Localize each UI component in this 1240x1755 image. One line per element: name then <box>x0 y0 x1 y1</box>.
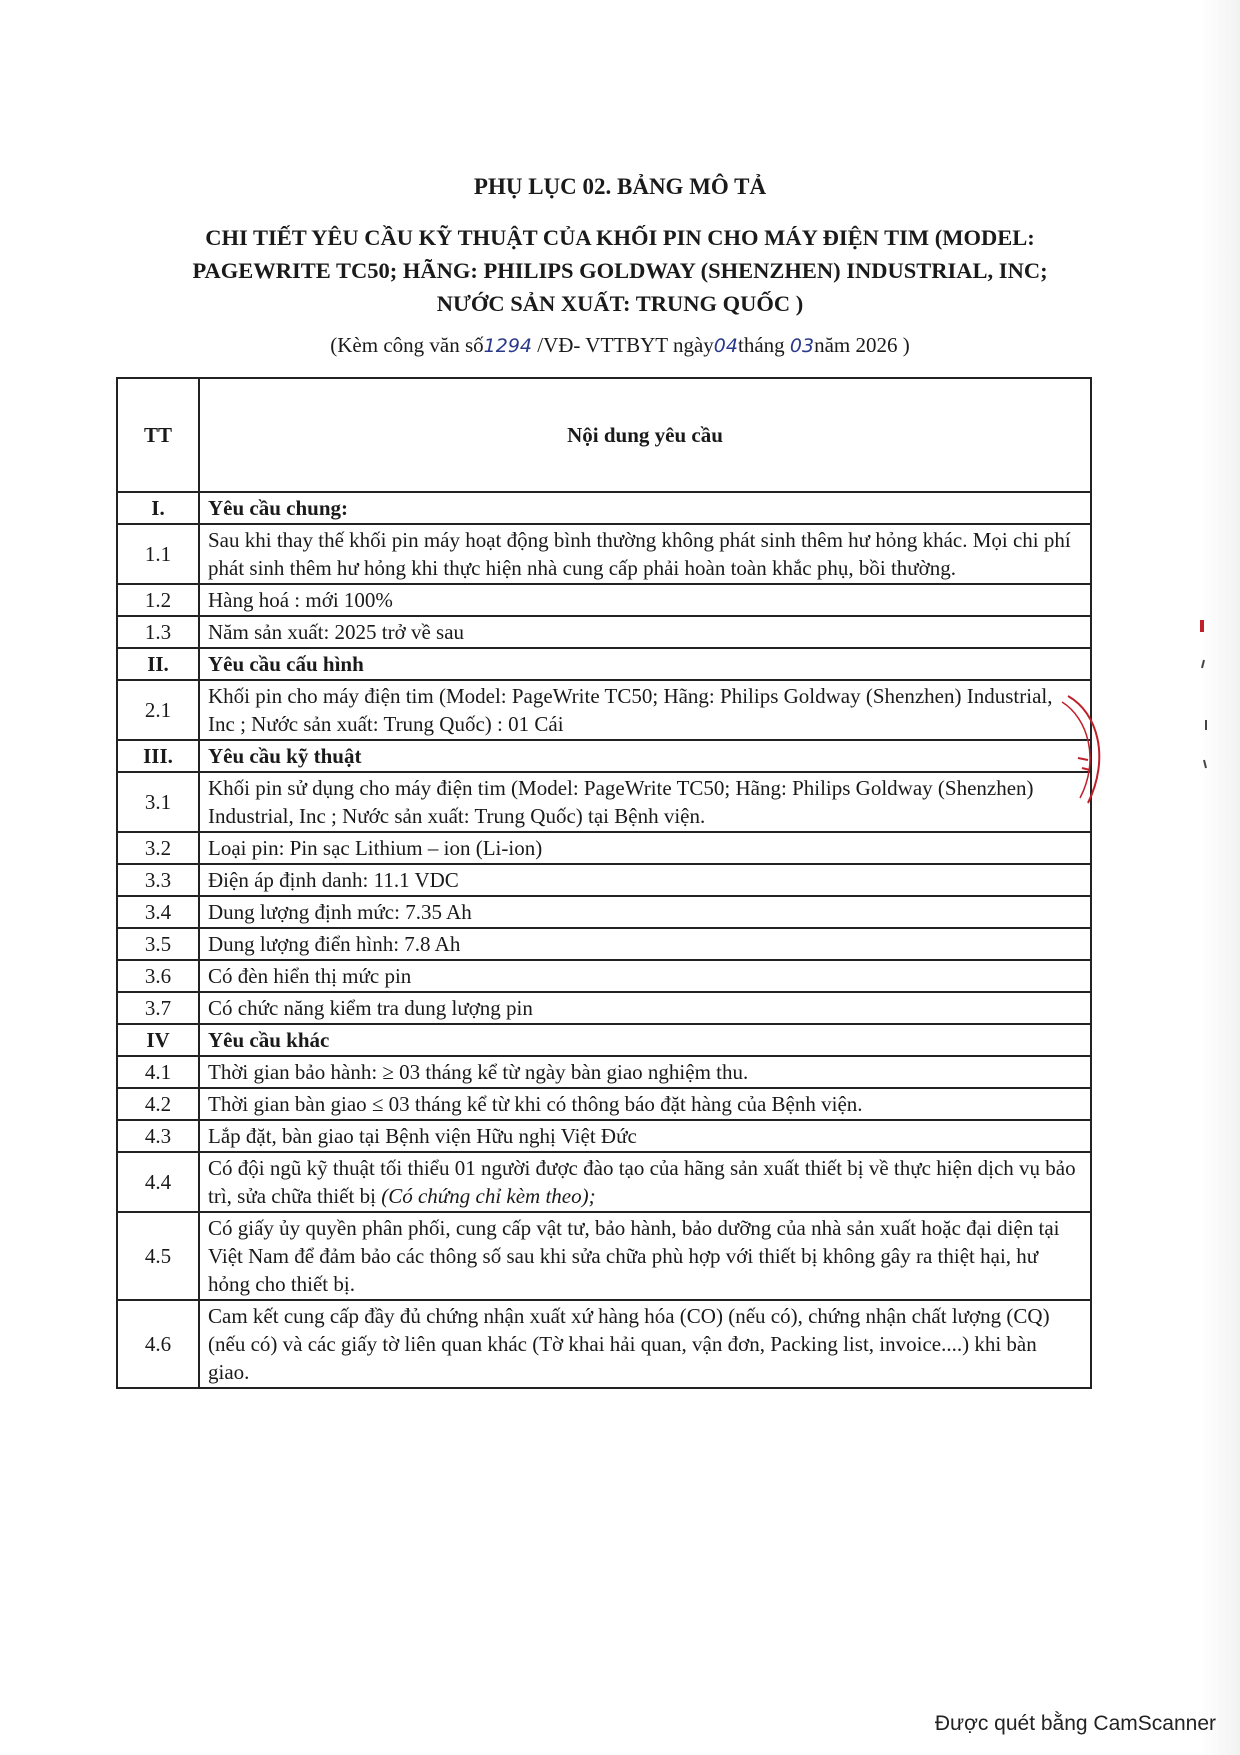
page-edge-shadow <box>1200 0 1240 1755</box>
table-row <box>117 864 1091 896</box>
table-row <box>117 1300 1091 1388</box>
section-title <box>199 648 1091 680</box>
content-text: Khối pin sử dụng cho máy điện tim (Model: PageWrite TC50; Hãng: Philips Goldway (Shenzhen) Industrial, Inc ; Nước sản xuất: Trung Quốc) tại Bệnh viện. <box>208 776 1034 828</box>
content-text: Có giấy ủy quyền phân phối, cung cấp vật tư, bảo hành, bảo dưỡng của nhà sản xuất hoặc đại diện tại Việt Nam để đảm bảo các thông số sau khi sửa chữa phù hợp với thiết bị không gây ra thiệt hại, hư hỏng cho thiết bị. <box>208 1216 1060 1296</box>
row-number: 3.4 <box>117 896 199 928</box>
row-number: 4.5 <box>117 1212 199 1300</box>
row-number: 1.2 <box>117 584 199 616</box>
header-content: Nội dung yêu cầu <box>199 378 1091 492</box>
table-row <box>117 832 1091 864</box>
section-title <box>199 1024 1091 1056</box>
reference-text-4: năm 2026 ) <box>814 333 910 357</box>
row-content <box>199 616 1091 648</box>
document-title: PHỤ LỤC 02. BẢNG MÔ TẢ <box>473 174 767 199</box>
row-content <box>199 524 1091 584</box>
content-text: Yêu cầu chung: <box>208 496 349 520</box>
content-text: Thời gian bàn giao ≤ 03 tháng kể từ khi có thông báo đặt hàng của Bệnh viện. <box>208 1092 863 1116</box>
content-text: Loại pin: Pin sạc Lithium – ion (Li-ion) <box>208 836 543 860</box>
row-content <box>199 1152 1091 1212</box>
row-content <box>199 680 1091 740</box>
subtitle-line-3: NƯỚC SẢN XUẤT: TRUNG QUỐC ) <box>436 291 804 316</box>
content-text: Có chức năng kiểm tra dung lượng pin <box>208 996 533 1020</box>
row-content <box>199 1300 1091 1388</box>
content-text: Dung lượng định mức: 7.35 Ah <box>208 900 472 924</box>
document-subtitle <box>100 221 1140 320</box>
section-row <box>117 648 1091 680</box>
row-number: IV <box>117 1024 199 1056</box>
content-text: Điện áp định danh: 11.1 VDC <box>208 868 459 892</box>
row-number: I. <box>117 492 199 524</box>
content-text: Thời gian bảo hành: ≥ 03 tháng kể từ ngày bàn giao nghiệm thu. <box>208 1060 749 1084</box>
handwritten-month: 03 <box>789 335 815 357</box>
content-text: Năm sản xuất: 2025 trở về sau <box>208 620 465 644</box>
content-text: Cam kết cung cấp đầy đủ chứng nhận xuất xứ hàng hóa (CO) (nếu có), chứng nhận chất lượng (CQ) (nếu có) và các giấy tờ liên quan khác (Tờ khai hải quan, vận đơn, Packing list, invoice....) khi bàn giao. <box>208 1304 1050 1384</box>
row-content <box>199 960 1091 992</box>
content-italic-text: (Có chứng chỉ kèm theo); <box>381 1184 596 1208</box>
row-number: 3.1 <box>117 772 199 832</box>
table-row <box>117 1088 1091 1120</box>
row-content <box>199 1056 1091 1088</box>
table-header-row <box>117 378 1091 492</box>
row-number: 4.3 <box>117 1120 199 1152</box>
row-content <box>199 992 1091 1024</box>
row-content <box>199 1120 1091 1152</box>
content-text: Hàng hoá : mới 100% <box>208 588 393 612</box>
row-number: 3.7 <box>117 992 199 1024</box>
reference-text-2: /VĐ- VTTBYT ngày <box>532 333 714 357</box>
row-content <box>199 772 1091 832</box>
row-number: 3.6 <box>117 960 199 992</box>
scanner-watermark: Được quét bằng CamScanner <box>934 1712 1216 1735</box>
row-number: 4.6 <box>117 1300 199 1388</box>
table-row <box>117 1152 1091 1212</box>
handwritten-day: 04 <box>713 335 738 357</box>
section-row <box>117 492 1091 524</box>
subtitle-line-2: PAGEWRITE TC50; HÃNG: PHILIPS GOLDWAY (SHENZHEN) INDUSTRIAL, INC; <box>192 258 1048 283</box>
content-text: Khối pin cho máy điện tim (Model: PageWrite TC50; Hãng: Philips Goldway (Shenzhen) Industrial, Inc ; Nước sản xuất: Trung Quốc) : 01 Cái <box>208 684 1053 736</box>
row-number: 1.3 <box>117 616 199 648</box>
table-row <box>117 1056 1091 1088</box>
section-title <box>199 740 1091 772</box>
content-text: Yêu cầu khác <box>208 1028 330 1052</box>
row-number: 3.5 <box>117 928 199 960</box>
table-row <box>117 1120 1091 1152</box>
reference-text-3: tháng <box>737 333 790 357</box>
table-row <box>117 1212 1091 1300</box>
content-text: Có đèn hiển thị mức pin <box>208 964 412 988</box>
reference-text-1: (Kèm công văn số <box>330 333 484 357</box>
table-row <box>117 960 1091 992</box>
row-number: II. <box>117 648 199 680</box>
section-title <box>199 492 1091 524</box>
table-row <box>117 680 1091 740</box>
row-number: 3.3 <box>117 864 199 896</box>
row-number: 3.2 <box>117 832 199 864</box>
section-row <box>117 740 1091 772</box>
table-row <box>117 928 1091 960</box>
table-row <box>117 896 1091 928</box>
row-content <box>199 832 1091 864</box>
content-text: Yêu cầu cấu hình <box>208 652 364 676</box>
handwritten-doc-number: 1294 <box>483 335 532 357</box>
red-stamp-mark <box>1058 688 1128 818</box>
row-number: III. <box>117 740 199 772</box>
table-row <box>117 992 1091 1024</box>
row-number: 1.1 <box>117 524 199 584</box>
table-row <box>117 772 1091 832</box>
row-number: 4.4 <box>117 1152 199 1212</box>
content-text: Yêu cầu kỹ thuật <box>208 744 362 768</box>
row-content <box>199 928 1091 960</box>
content-text: Có đội ngũ kỹ thuật tối thiểu 01 người được đào tạo của hãng sản xuất thiết bị về thực hiện dịch vụ bảo trì, sửa chữa thiết bị <box>208 1156 1076 1208</box>
table-row <box>117 584 1091 616</box>
content-text: Dung lượng điển hình: 7.8 Ah <box>208 932 461 956</box>
header-tt: TT <box>117 378 199 492</box>
content-text: Sau khi thay thế khối pin máy hoạt động bình thường không phát sinh thêm hư hỏng khác. Mọi chi phí phát sinh thêm hư hỏng khi thực hiện nhà cung cấp phải hoàn toàn khắc phụ, bồi thường. <box>208 528 1071 580</box>
edge-marks <box>1196 600 1216 780</box>
row-content <box>199 1088 1091 1120</box>
table-row <box>117 524 1091 584</box>
reference-line <box>100 333 1140 358</box>
section-row <box>117 1024 1091 1056</box>
row-content <box>199 864 1091 896</box>
table-body <box>117 492 1091 1388</box>
row-content <box>199 584 1091 616</box>
requirements-table <box>116 377 1092 1389</box>
row-content <box>199 1212 1091 1300</box>
subtitle-line-1: CHI TIẾT YÊU CẦU KỸ THUẬT CỦA KHỐI PIN CHO MÁY ĐIỆN TIM (MODEL: <box>205 225 1035 250</box>
row-number: 4.1 <box>117 1056 199 1088</box>
row-number: 2.1 <box>117 680 199 740</box>
table-row <box>117 616 1091 648</box>
row-content <box>199 896 1091 928</box>
row-number: 4.2 <box>117 1088 199 1120</box>
content-text: Lắp đặt, bàn giao tại Bệnh viện Hữu nghị Việt Đức <box>208 1124 637 1148</box>
